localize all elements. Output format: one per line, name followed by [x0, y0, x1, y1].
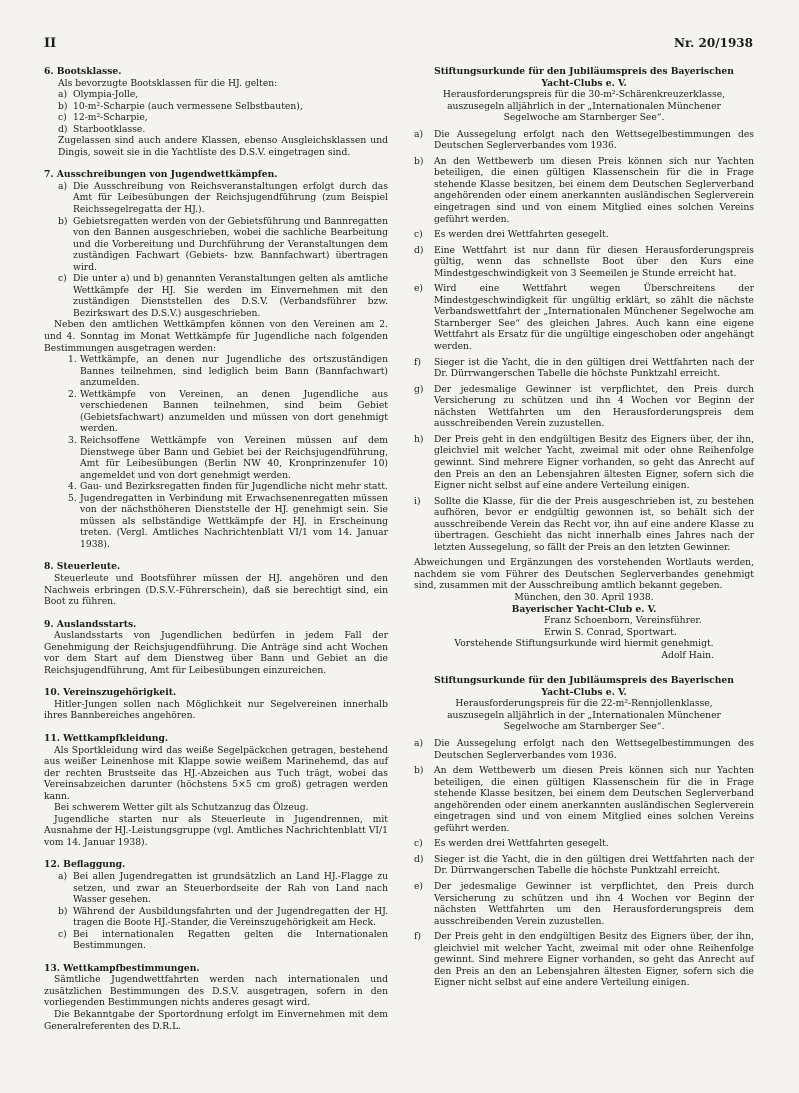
list-item: d) Starbootklasse.	[58, 123, 146, 135]
section-bootsklasse	[44, 66, 388, 158]
list-item: i) Sollte die Klasse, für die der Preis ausgeschrieben ist, zu bestehen aufhören, bevor er endgültig gewonnen ist, so behält sich der ausschreibende Verein das Recht vor, ihn auf eine andere Klasse zu übertragen. Geschieht das nicht innerhalb eines Jahres nach der letzten Aussegelung, so fällt der Preis an den letzten Gewinner.	[414, 495, 754, 553]
list-item: c) Bei internationalen Regatten gelten die Internationalen Bestimmungen.	[58, 928, 388, 952]
section-wettkampfkleidung	[44, 733, 388, 848]
list-item: c) Es werden drei Wettfahrten gesegelt.	[414, 229, 609, 241]
paragraph: Als Sportkleidung wird das weiße Segelpäckchen getragen, bestehend aus weißer Leinenhose mit Klappe sowie weißem Marinehemd, das auf der rechten Brustseite das HJ.-Abzeichen aus Tuch trägt, wobei das Vereinsabzeichen darunter (höchstens 5×5 cm groß) getragen werden kann.	[44, 744, 388, 802]
list-item: c) Die unter a) und b) genannten Veranstaltungen gelten als amtliche Wettkämpfe der HJ. Sie werden im Einvernehmen mit den zuständigen Dienststellen des D.S.V. (Verbandsführer bzw. Bezirkswart des D.S.V.) ausgeschrieben.	[58, 273, 388, 319]
section-vereinszugehoerigkeit	[44, 687, 388, 722]
paragraph: Steuerleute und Bootsführer müssen der HJ. angehören und den Nachweis erbringen (D.S.V.-Führerschein), daß sie berechtigt sind, ein Boot zu führen.	[44, 572, 388, 608]
section-title: 10. Vereinszugehörigkeit.	[44, 687, 177, 699]
issue-number: Nr. 20/1938	[673, 36, 753, 50]
list-item: d) Eine Wettfahrt ist nur dann für diesen Herausforderungspreis gültig, wenn das schnellste Boot über den Kurs eine Mindestgeschwindigkeit von 3 Seemeilen je Stunde erreicht hat.	[414, 244, 754, 279]
approval-line: Vorstehende Stiftungsurkunde wird hiermit genehmigt.	[454, 638, 714, 650]
list-item: a) Die Aussegelung erfolgt nach den Wettsegelbestimmungen des Deutschen Seglerverbandes vom 1936.	[414, 128, 754, 152]
numbered-item: 1. Wettkämpfe, an denen nur Jugendliche des ortszuständigen Bannes teilnehmen, sind lediglich beim Bann (Bannfachwart) anzumelden.	[68, 354, 388, 389]
section-ausschreibungen	[44, 169, 388, 550]
paragraph: Sämtliche Jugendwettfahrten werden nach internationalen und zusätzlichen Bestimmungen des D.S.V. ausgetragen, sofern in den vorliegenden Bestimmungen nichts anderes gesagt wird.	[44, 974, 388, 1009]
numbered-item: 5. Jugendregatten in Verbindung mit Erwachsenenregatten müssen von der nächsthöheren Dienststelle der HJ. genehmigt sein. Sie müssen als selbständige Wettkämpfe der HJ. in Erscheinung treten. (Vergl. Amtliches Nachrichtenblatt VI/1 vom 14. Januar 1938).	[68, 492, 388, 550]
paragraph: Zugelassen sind auch andere Klassen, ebenso Ausgleichsklassen und Dingis, soweit sie in die Yachtliste des D.S.V. eingetragen sind.	[58, 135, 388, 158]
list-item: b) Während der Ausbildungsfahrten und der Jugendregatten der HJ. tragen die Boote HJ.-Stander, die Vereinszugehörigkeit am Heck.	[58, 905, 388, 929]
list-item: f) Sieger ist die Yacht, die in den gültigen drei Wettfahrten nach der Dr. Dürrwangerschen Tabelle die höchste Punktzahl erreicht.	[414, 356, 754, 380]
document-title: Stiftungsurkunde für den Jubiläumspreis des Bayerischen Yacht-Clubs e. V.	[434, 66, 734, 89]
section-steuerleute	[44, 561, 388, 607]
list-item: b) An den Wettbewerb um diesen Preis können sich nur Yachten beteiligen, die einen gültigen Klassenschein für die in Frage stehende Klasse besitzen, bei einem dem Deutschen Seglerverband angehörenden oder einem anerkannten ausländischen Seglerverein eingetragen sind und von einem Mitglied eines solchen Vereins geführt werden.	[414, 155, 754, 225]
document-subtitle: Herausforderungspreis für die 30-m²-Schärenkreuzerklasse, auszusegeln alljährlich in der „Internationalen Münchener Segelwoche am Starnberger See“.	[442, 89, 726, 124]
section-auslandsstarts	[44, 619, 388, 677]
paragraph: Hitler-Jungen sollen nach Möglichkeit nur Segelvereinen innerhalb ihres Bannbereiches angehören.	[44, 698, 388, 722]
paragraph: Bei schwerem Wetter gilt als Schutzanzug das Ölzeug.	[54, 802, 309, 814]
date-line: München, den 30. April 1938.	[514, 591, 654, 603]
list-item: a) Olympia-Jolle,	[58, 89, 139, 101]
numbered-item: 4. Gau- und Bezirksregatten finden für Jugendliche nicht mehr statt.	[68, 481, 388, 493]
paragraph: Auslandsstarts von Jugendlichen bedürfen in jedem Fall der Genehmigung der Reichsjugendführung. Die Anträge sind acht Wochen vor dem Start auf dem Dienstweg über Bann und Gebiet an die Reichsjugendführung, Amt für Leibesübungen einzureichen.	[44, 630, 388, 676]
list-item: c) Es werden drei Wettfahrten gesegelt.	[414, 838, 609, 850]
list-item: b) 10-m²-Scharpie (auch vermessene Selbstbauten),	[58, 100, 303, 112]
section-title: 8. Steuerleute.	[44, 561, 121, 573]
document-title: Stiftungsurkunde für den Jubiläumspreis des Bayerischen Yacht-Clubs e. V.	[434, 675, 734, 698]
list-item: a) Die Ausschreibung von Reichsveranstaltungen erfolgt durch das Amt für Leibesübungen der Reichsjugendführung (zum Beispiel Reichssegelregatta der HJ.).	[58, 180, 388, 216]
paragraph: Jugendliche starten nur als Steuerleute in Jugendrennen, mit Ausnahme der HJ.-Leistungsgruppe (vgl. Amtliches Nachrichtenblatt VI/1 vom 14. Januar 1938).	[44, 813, 388, 848]
closing-paragraph: Abweichungen und Ergänzungen des vorstehenden Wortlauts werden, nachdem sie vom Führer des Deutschen Seglerverbandes genehmigt sind, zusammen mit der Ausschreibung amtlich bekannt gegeben.	[414, 557, 754, 592]
list-item: a) Die Aussegelung erfolgt nach den Wettsegelbestimmungen des Deutschen Seglerverbandes vom 1936.	[414, 737, 754, 761]
numbered-item: 3. Reichsoffene Wettkämpfe von Vereinen müssen auf dem Dienstwege über Bann und Gebiet bei der Reichsjugendführung, Amt für Leibesübungen (Berlin NW 40, Kronprinzenufer 10) angemeldet und von dort genehmigt werden.	[68, 434, 388, 481]
list-item: h) Der Preis geht in den endgültigen Besitz des Eigners über, der ihn, gleichviel mit welcher Yacht, zweimal mit oder ohne Reihenfolge gewinnt. Sind mehrere Eigner vorhanden, so geht das Anrecht auf den Preis an den an Lebensjahren ältesten Eigner, sofern sich die Eigner nicht selbst auf eine andere Verteilung einigen.	[414, 433, 754, 492]
section-title: 12. Beflaggung.	[44, 859, 126, 871]
list-item: a) Bei allen Jugendregatten ist grundsätzlich an Land HJ.-Flagge zu setzen, und zwar an Steuerbordseite der Rah von Land nach Wasser gesehen.	[58, 871, 388, 906]
list-item: e) Der jedesmalige Gewinner ist verpflichtet, den Preis durch Versicherung zu schützen und ihn 4 Wochen vor Beginn der nächsten Wettfahrten um den Herausforderungspreis dem ausschreibenden Verein zuzustellen.	[414, 881, 754, 927]
paragraph: Die Bekanntgabe der Sportordnung erfolgt im Einvernehmen mit dem Generalreferenten des D.R.L.	[44, 1009, 388, 1032]
paragraph: Als bevorzugte Bootsklassen für die HJ. gelten:	[58, 77, 278, 89]
section-title: 11. Wettkampfkleidung.	[44, 732, 169, 744]
club-name: Bayerischer Yacht-Club e. V.	[511, 603, 657, 615]
signature-line: Franz Schoenborn, Vereinsführer.	[544, 615, 702, 627]
left-column	[44, 66, 388, 1043]
section-title: 6. Bootsklasse.	[44, 66, 122, 77]
section-beflaggung	[44, 859, 388, 951]
list-item: d) Sieger ist die Yacht, die in den gültigen drei Wettfahrten nach der Dr. Dürrwangerschen Tabelle die höchste Punktzahl erreicht.	[414, 853, 754, 877]
paragraph: Neben den amtlichen Wettkämpfen können von den Vereinen am 2. und 4. Sonntag im Monat Wettkämpfe für Jugendliche nach folgenden Bestimmungen ausgetragen werden:	[44, 319, 388, 354]
section-title: 7. Ausschreibungen von Jugendwettkämpfen.	[44, 169, 278, 181]
list-item: b) Gebietsregatten werden von der Gebietsführung und Bannregatten von den Bannen ausgeschrieben, wobei die sachliche Bearbeitung und die Vorbereitung und Durchführung der Veranstaltungen dem zuständigen Fachwart (Gebiets- bzw. Bannfachwart) übertragen wird.	[58, 215, 388, 273]
section-title: 13. Wettkampfbestimmungen.	[44, 962, 200, 974]
document-subtitle: Herausforderungspreis für die 22-m²-Rennjollenklasse, auszusegeln alljährlich in der „Internationalen Münchener Segelwoche am Starnberger See“.	[447, 698, 721, 733]
right-column	[414, 66, 754, 993]
list-item: e) Wird eine Wettfahrt wegen Überschreitens der Mindestgeschwindigkeit für ungültig erklärt, so zählt die nächste Verbandswettfahrt der „Internationalen Münchener Segelwoche am Starnberger See“ des gleichen Jahres. Auch kann eine eigene Wettfahrt als Ersatz für die ungültige eingeschoben oder angehängt werden.	[414, 283, 754, 353]
section-title: 9. Auslandsstarts.	[44, 618, 137, 630]
numbered-item: 2. Wettkämpfe von Vereinen, an denen Jugendliche aus verschiedenen Bannen teilnehmen, sind beim Gebiet (Gebietsfachwart) anzumelden und müssen von dort genehmigt werden.	[68, 388, 388, 435]
section-wettkampfbestimmungen	[44, 963, 388, 1032]
signature-line: Erwin S. Conrad, Sportwart.	[544, 626, 677, 638]
list-item: f) Der Preis geht in den endgültigen Besitz des Eigners über, der ihn, gleichviel mit welcher Yacht, zweimal mit oder ohne Reihenfolge gewinnt. Sind mehrere Eigner vorhanden, so geht das Anrecht auf den Preis an den an Lebensjahren ältesten Eigner, sofern sich die Eigner nicht selbst auf eine andere Verteilung einigen.	[414, 931, 754, 989]
list-item: g) Der jedesmalige Gewinner ist verpflichtet, den Preis durch Versicherung zu schützen und ihn 4 Wochen vor Beginn der nächsten Wettfahrten um den Herausforderungspreis dem ausschreibenden Verein zuzustellen.	[414, 383, 754, 430]
page-number: II	[44, 36, 57, 51]
approver-name: Adolf Hain.	[661, 649, 714, 661]
list-item: b) An dem Wettbewerb um diesen Preis können sich nur Yachten beteiligen, die einen gültigen Klassenschein für die in Frage stehende Klasse besitzen, bei einem dem Deutschen Seglerverband angehörenden oder einem anerkannten ausländischen Seglerverein eingetragen sind und von einem Mitglied eines solchen Vereins geführt werden.	[414, 765, 754, 834]
list-item: c) 12-m²-Scharpie,	[58, 112, 148, 124]
